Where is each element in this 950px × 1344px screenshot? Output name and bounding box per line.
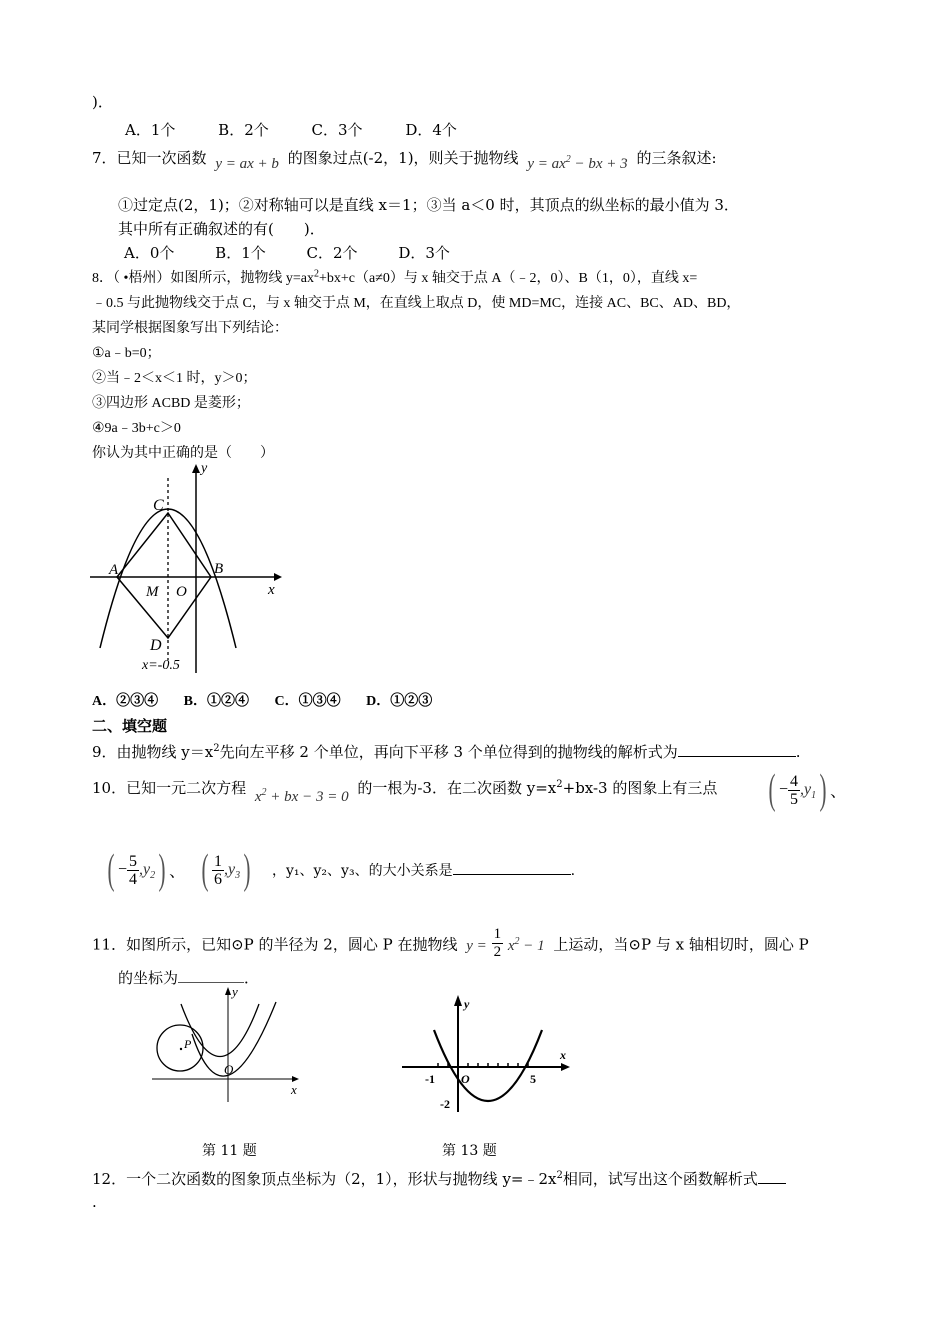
q9: 9．由抛物线 $y=x^2$先向左平移 2 个单位，再向下平移 3 个单位得到的抛物线的解析式为 . [92,743,801,761]
q7-statements: ①过定点(2，1)；②对称轴可以是直线 x＝1；③当 a＜0 时，其顶点的纵坐标的最小值为 3． [118,196,739,214]
q7-parabola-math: $y = ax^2$ − bx + 3 [527,154,628,172]
label-o: O [176,584,187,600]
q8-parabola-graph [88,458,288,678]
option-d: D．①②③ [366,694,433,709]
y-arrow-icon [225,987,231,995]
y-arrow-icon [192,464,200,473]
section-title: 二、填空题 [92,717,168,735]
q10-point-2: ( − $\frac{5}{4}$ $,y_2$) 、 [107,847,186,893]
option-d: D．3个 [398,244,450,262]
x-label: x [268,582,275,598]
q7-linear-math: y = ax + b [215,156,279,172]
q8-conclusion-4: ④9a﹣3b+c＞0 [92,421,181,436]
option-c: C．①③④ [274,694,341,709]
q7-ask: 其中所有正确叙述的有( )． [118,220,325,238]
q13-caption: 第 13 题 [442,1143,497,1159]
q12-line1: 12．一个二次函数的图象顶点坐标为（2，1），形状与抛物线 $y=﹣2x^2$相同，试写出这个函数解析式 [92,1169,786,1189]
prev-question-options [125,120,457,140]
q13-parabola-graph [398,982,578,1117]
q8-conclusion-2: ②当﹣2＜x＜1 时，y＞0； [92,371,257,386]
option-c: C．2个 [306,244,358,262]
q9-answer-blank[interactable] [678,742,796,757]
option-d: D．4个 [405,121,457,139]
q11-line1: 11．如图所示，已知⊙P 的半径为 2，圆心 P 在抛物线 y = $\frac{1}{2}$ $x^2 - 1$ 上运动，当⊙P 与 x 轴相切时，圆心 P [92,926,809,960]
q7-stem: 7．已知一次函数 y = ax + b 的图象过点(-2，1)，则关于抛物线 $y = ax^2$ − bx + 3 的三条叙述: [92,149,717,172]
option-a: A．0个 [124,244,175,262]
q11-answer-blank[interactable] [178,968,244,983]
q10-equation-math: $x^2$ + bx − 3 = 0 [254,787,349,805]
q10-line1: 10．已知一元二次方程 $x^2$ + bx − 3 = 0 的一根为-3．在二次函数 $y=x^2+bx-3$ 的图象上有三点 [92,779,718,805]
center-p [180,1048,182,1050]
q8-conclusion-1: ①a﹣b=0； [92,346,161,361]
neg1-label: -1 [425,1072,435,1086]
neg2-label: -2 [440,1097,450,1111]
q8-line3: 某同学根据图象写出下列结论： [92,321,288,336]
parabola-curve [181,1004,259,1057]
line-label: x=-0.5 [142,658,180,673]
option-a: A．②③④ [92,694,159,709]
label-b: B [214,561,224,577]
origin-label: O [461,1072,470,1086]
option-b: B．2个 [218,121,269,139]
q10-tail: ，y₁、y₂、y₃、的大小关系是 . [272,860,575,881]
x-label: x [291,1082,297,1097]
q8-conclusion-3: ③四边形 ACBD 是菱形； [92,396,250,411]
parabola-curve-main [192,1002,276,1076]
option-b: B．①②④ [183,694,249,709]
q11-circle-parabola-graph [148,982,308,1107]
label-a: A [109,562,119,578]
y-label: y [201,461,208,476]
option-b: B．1个 [215,244,266,262]
q8-line2: ﹣0.5 与此抛物线交于点 C，与 x 轴交于点 M，在直线上取点 D，使 MD=MC，连接 AC、BC、AD、BD， [92,296,741,311]
q8-line1: 8．（ •梧州）如图所示，抛物线 $y=ax^2+bx+c(a\ne 0)$与 x 轴交于点 A（﹣2，0）、B（1，0），直线 x= [92,268,698,286]
parabola-curve [100,509,236,648]
q10-answer-blank[interactable] [453,860,571,875]
q10-point-1: ( − $\frac{4}{5}$ $,y_1$) 、 [768,767,847,813]
q12-answer-blank[interactable] [758,1169,786,1184]
circle-p [157,1025,203,1071]
x-arrow-icon [274,573,282,581]
y-label: y [232,984,238,999]
label-d: D [150,637,162,654]
prev-question-tail: )． [92,93,113,111]
p-label: P [184,1037,192,1051]
q11-line2: 的坐标为 ． [118,969,260,987]
rhombus-acbd [117,513,211,638]
y-label: y [464,997,470,1011]
q11-caption: 第 11 题 [202,1143,257,1159]
q7-options [124,243,450,263]
option-a: A．1个 [125,121,176,139]
q10-point-3: ( $\frac{1}{6}$ $,y_3$) [201,847,251,893]
x-arrow-icon [561,1063,570,1071]
q12-end: . [92,1193,97,1211]
x-label: x [560,1048,566,1062]
y-arrow-icon [454,995,462,1006]
origin-label: O [224,1062,234,1077]
option-c: C．3个 [311,121,363,139]
label-c: C [153,497,164,514]
five-label: 5 [530,1072,536,1086]
q8-options [92,692,432,712]
q8-ask: 你认为其中正确的是（ ） [92,446,274,461]
label-m: M [146,584,159,600]
